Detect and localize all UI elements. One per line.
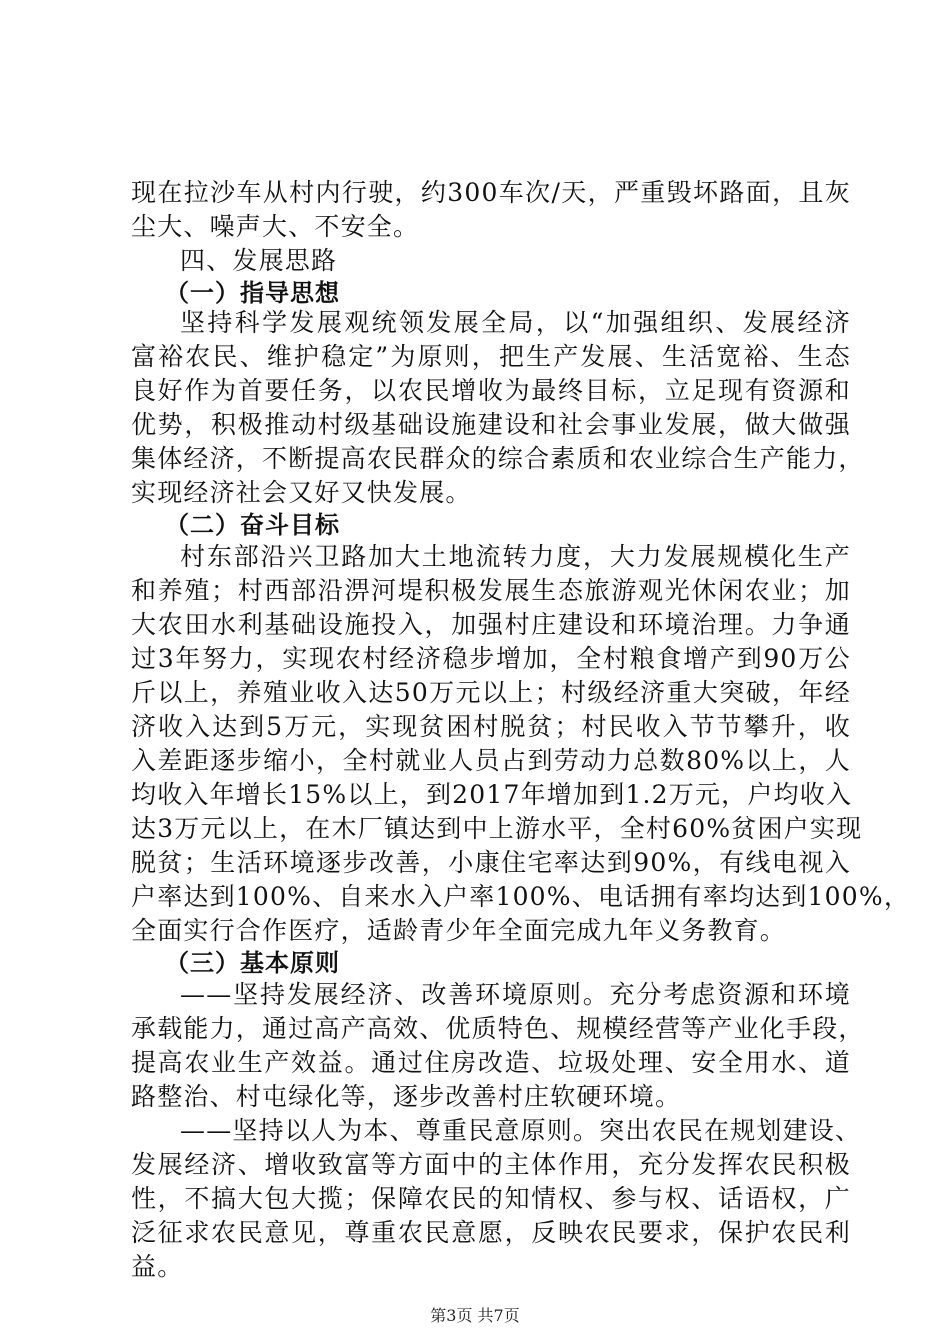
body-line: 全面实行合作医疗，适龄青少年全面完成九年义务教育。 [131,916,787,945]
body-line: 斤以上，养殖业收入达50万元以上；村级经济重大突破，年经 [131,678,851,707]
body-line: 性，不搞大包大揽；保障农民的知情权、参与权、话语权，广 [131,1184,851,1213]
body-line: 户率达到100%、自来水入户率100%、电话拥有率均达到100%， [131,882,911,911]
body-line: 优势，积极推动村级基础设施建设和社会事业发展，做大做强 [131,410,851,439]
body-line: 现在拉沙车从村内行驶，约300车次/天，严重毁坏路面，且灰 [131,178,851,207]
body-line: ——坚持发展经济、改善环境原则。充分考虑资源和环境 [180,980,851,1009]
body-line: 益。 [131,1252,184,1281]
body-line: 达3万元以上，在木厂镇达到中上游水平，全村60%贫困户实现 [131,814,863,843]
body-line: 发展经济、增收致富等方面中的主体作用，充分发挥农民积极 [131,1150,851,1179]
subsection-heading: （一）指导思想 [165,279,340,307]
section-heading: 四、发展思路 [180,246,338,275]
body-line: 和养殖；村西部沿淠河堤积极发展生态旅游观光休闲农业；加 [131,576,851,605]
body-line: 尘大、噪声大、不安全。 [131,212,420,241]
body-line: 坚持科学发展观统领发展全局，以“加强组织、发展经济 [180,308,851,337]
body-line: 过3年努力，实现农村经济稳步增加，全村粮食增产到90万公 [131,644,851,673]
body-line: 泛征求农民意见，尊重农民意愿，反映农民要求，保护农民利 [131,1218,851,1247]
subsection-heading: （二）奋斗目标 [165,511,340,539]
body-line: 村东部沿兴卫路加大土地流转力度，大力发展规模化生产 [180,542,851,571]
body-line: 大农田水利基础设施投入，加强村庄建设和环境治理。力争通 [131,610,851,639]
body-line: 集体经济，不断提高农民群众的综合素质和农业综合生产能力， [131,444,865,473]
body-line: 均收入年增长15%以上，到2017年增加到1.2万元，户均收入 [131,780,853,809]
body-line: 济收入达到5万元，实现贫困村脱贫；村民收入节节攀升，收 [131,712,851,741]
subsection-heading: （三）基本原则 [165,949,340,977]
body-line: 提高农业生产效益。通过住房改造、垃圾处理、安全用水、道 [131,1048,851,1077]
body-line: 实现经济社会又好又快发展。 [131,478,472,507]
body-line: ——坚持以人为本、尊重民意原则。突出农民在规划建设、 [180,1116,862,1145]
page-footer: 第3页 共7页 [430,1306,520,1325]
body-line: 脱贫；生活环境逐步改善，小康住宅率达到90%，有线电视入 [131,848,851,877]
body-line: 富裕农民、维护稳定”为原则，把生产发展、生活宽裕、生态 [131,342,851,371]
body-line: 路整治、村屯绿化等，逐步改善村庄软硬环境。 [131,1082,682,1111]
body-line: 承载能力，通过高产高效、优质特色、规模经营等产业化手段， [131,1014,865,1043]
body-line: 入差距逐步缩小，全村就业人员占到劳动力总数80%以上，人 [131,746,851,775]
body-line: 良好作为首要任务，以农民增收为最终目标，立足现有资源和 [131,376,851,405]
